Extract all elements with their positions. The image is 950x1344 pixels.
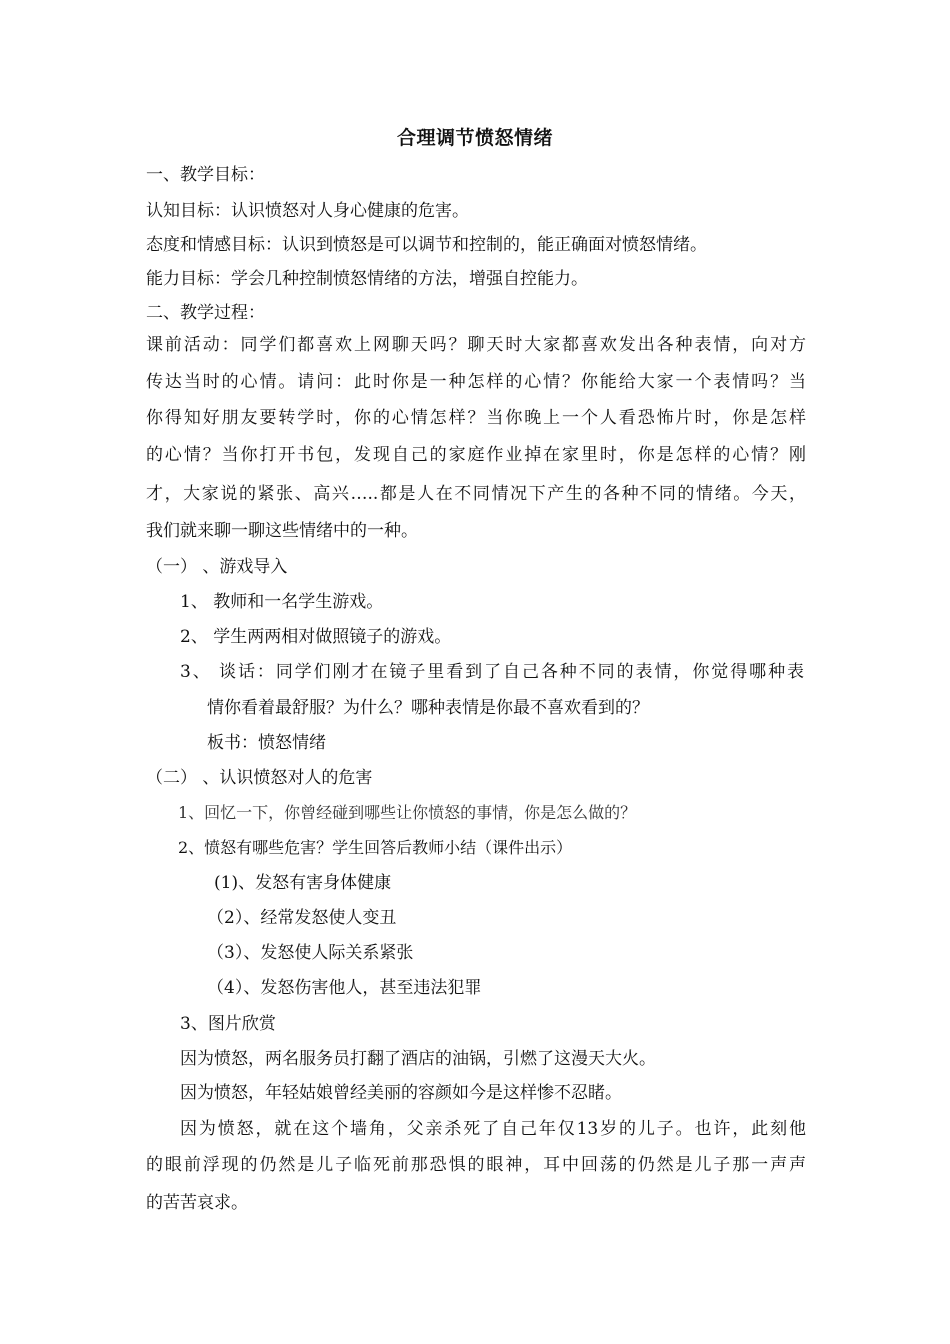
paragraph-line: 我们就来聊一聊这些情绪中的一种。 [146,521,418,541]
list-item: 2、愤怒有哪些危害？学生回答后教师小结（课件出示） [178,838,573,857]
paragraph-line: 传达当时的心情。请问：此时你是一种怎样的心情？你能给大家一个表情吗？当 [146,372,806,392]
text-line: 认知目标：认识愤怒对人身心健康的危害。 [146,201,469,221]
document-title: 合理调节愤怒情绪 [396,127,553,149]
board-note: 板书：愤怒情绪 [207,733,326,753]
list-item: 2、 学生两两相对做照镜子的游戏。 [180,627,452,647]
text-line: 态度和情感目标：认识到愤怒是可以调节和控制的，能正确面对愤怒情绪。 [146,235,707,255]
picture-caption: 因为愤怒，两名服务员打翻了酒店的油锅，引燃了这漫天大火。 [180,1049,656,1069]
picture-caption: 因为愤怒，就在这个墙角，父亲杀死了自己年仅13岁的儿子。也许，此刻他 [180,1119,806,1139]
harm-item: （2）、经常发怒使人变丑 [207,908,397,928]
list-item-continuation: 情你看着最舒服？为什么？哪种表情是你最不喜欢看到的？ [207,698,649,718]
list-item: 3、图片欣赏 [180,1014,276,1034]
paragraph-line: 课前活动：同学们都喜欢上网聊天吗？聊天时大家都喜欢发出各种表情，向对方 [146,335,806,355]
harm-item: (1)、发怒有害身体健康 [214,873,392,893]
paragraph-line: 的眼前浮现的仍然是儿子临死前那恐惧的眼神，耳中回荡的仍然是儿子那一声声 [146,1155,806,1175]
list-item: 1、 教师和一名学生游戏。 [180,592,384,612]
paragraph-line: 的苦苦哀求。 [146,1193,248,1213]
paragraph-line: 才，大家说的紧张、高兴…..都是人在不同情况下产生的各种不同的情绪。今天， [146,484,806,504]
picture-caption: 因为愤怒，年轻姑娘曾经美丽的容颜如今是这样惨不忍睹。 [180,1083,622,1103]
harm-item: （4）、发怒伤害他人，甚至违法犯罪 [207,978,482,998]
subsection-heading-harm: （二） 、认识愤怒对人的危害 [146,768,373,788]
section-heading-goals: 一、教学目标： [146,165,265,185]
subsection-heading-game: （一） 、游戏导入 [146,557,288,577]
text-line: 能力目标：学会几种控制愤怒情绪的方法，增强自控能力。 [146,269,588,289]
paragraph-line: 的心情？当你打开书包，发现自己的家庭作业掉在家里时，你是怎样的心情？刚 [146,445,806,465]
section-heading-process: 二、教学过程： [146,303,265,323]
paragraph-line: 你得知好朋友要转学时，你的心情怎样？当你晚上一个人看恐怖片时，你是怎样 [146,408,806,428]
harm-item: （3）、发怒使人际关系紧张 [207,943,414,963]
list-item: 3、 谈话：同学们刚才在镜子里看到了自己各种不同的表情，你觉得哪种表 [180,662,804,682]
list-item: 1、回忆一下，你曾经碰到哪些让你愤怒的事情，你是怎么做的？ [178,803,637,822]
